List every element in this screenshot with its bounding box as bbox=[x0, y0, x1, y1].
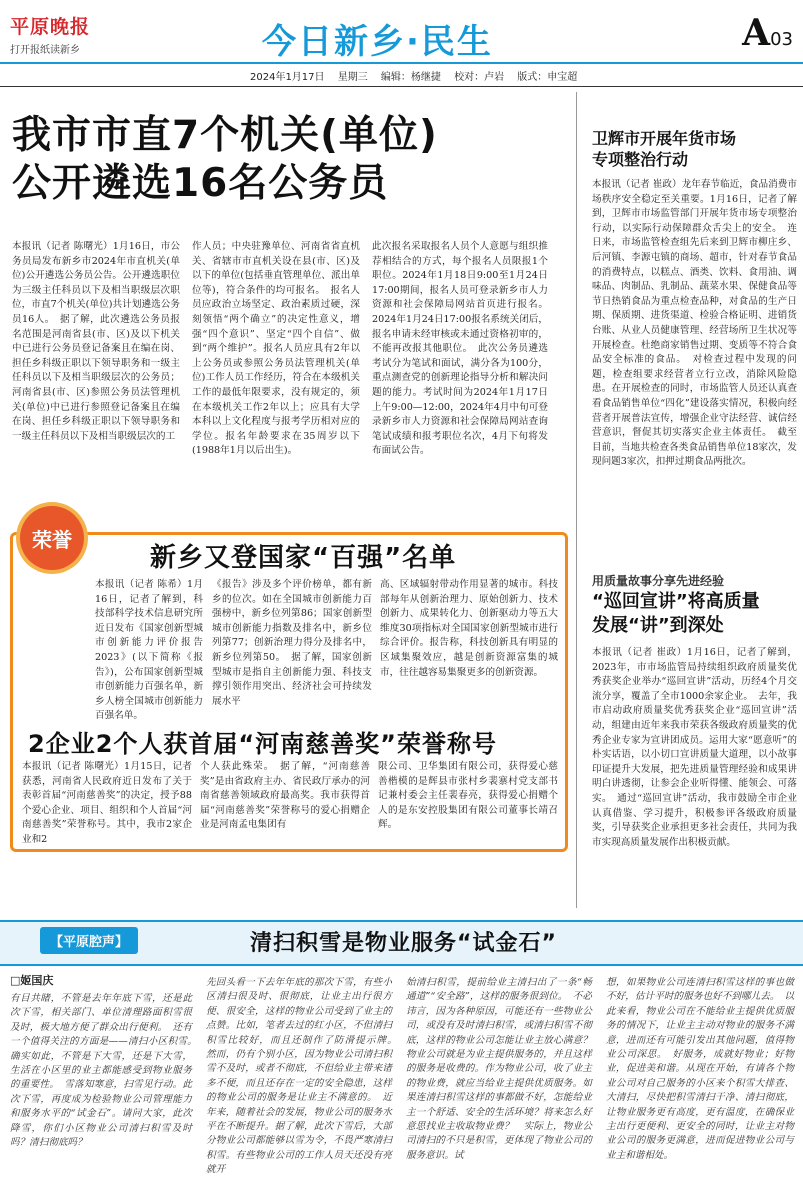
proof-credit: 校对：卢岩 bbox=[454, 72, 505, 83]
editor-credit: 编辑：杨继捷 bbox=[380, 72, 441, 83]
side2-body: 本报讯（记者 崔政）1月16日，记者了解到，2023年，市市场监管局持续组织政府质量奖优秀获奖企业举办“巡回宣讲”活动，历经4个月交流分享，覆盖了全市1000余家企业。 去年，我市启动政府质量奖优秀获奖企业“巡回宣讲”活动，组建由近年来我市荣获各级政府质量奖的优秀企业专家为宣讲团成员。运用大家“愿意听”的朴实话语，以小切口宣讲质量大道理，以小故事印证提升大发展，把先进质量管理经验和成果讲明白讲透彻，让参会企业听得懂、能领会、可落实。 通过“巡回宣讲”活动，我市鼓励全市企业认真借鉴、学习提升，积极参评各级政府质量奖，引导获奖企业承担更多社会责任，共同为我市实现高质量发展作出积极贡献。 bbox=[592, 647, 797, 848]
logo-slogan: 打开报纸读新乡 bbox=[10, 45, 80, 56]
opinion-col-4: 想，如果物业公司连清扫积雪这样的事也做不好，估计平时的服务也好不到哪儿去。 以此来看，物业公司在不能给业主提供优质服务的情况下，让业主主动对物业的服务不满意，进而还有可能引发出其他问题，值得物业公司深思。 好服务，成就好物业；好物业，促进美和谐。从现在开始，有请各个物业公司对自己服务的小区来个积雪大排查、大清扫，尽快把积雪清扫干净、清扫彻底，让物业服务更有高度，更有温度，在确保业主出行更便利、更安全的同时，让业主对物业公司的服务更满意，进而促进物业公司与业主和谐相处。 bbox=[606, 977, 794, 1161]
honor-story2-col3: 限公司、卫华集团有限公司，获得爱心慈善楷模的是辉县市张村乡裴寨村党支部书记兼村委会主任裴春亮，获得爱心捐赠个人的是东安控股集团有限公司董事长靖召辉。 bbox=[378, 761, 558, 831]
opinion-title: 清扫积雪是物业服务“试金石” bbox=[250, 931, 557, 956]
lead-headline-line1: 我市市直7个机关(单位) bbox=[12, 113, 438, 158]
opinion-col-1: 有目共睹，不管是去年年底下雪，还是此次下雪，相关部门、单位清理路面积雪很及时，极大地方便了群众出行便利。 还有一个值得关注的方面是——清扫小区积雪。 确实如此，不管是下大雪，还是下大雪，生活在小区里的业主都能感受到物业服务的重要性。 雪落知寒意，扫雪见行动。此次下雪，再度成为检验物业公司管理能力和服务水平的“试金石”。请问大家，此次降雪，你们小区物业公司清扫积雪及时吗？清扫彻底吗？ bbox=[10, 993, 202, 1149]
issue-weekday: 星期三 bbox=[337, 72, 368, 83]
side2-headline-line2: 发展“讲”到深处 bbox=[592, 615, 724, 636]
issue-date: 2024年1月17日 bbox=[250, 72, 325, 83]
opinion-column-tag: 【平原腔声】 bbox=[40, 927, 138, 954]
page-letter: A bbox=[742, 12, 771, 54]
lead-col-3: 此次报名采取报名人员个人意愿与组织推荐相结合的方式，每个报名人员限报1个职位。2024年1月18日9:00至1月24日17:00期间，报名人员可登录新乡市人力资源和社会保障局网站首页进行报名。2024年1月24日17:00报名系统关闭后，报名申请未经审核或未通过资格初审的，不能再改报其他职位。 此次公务员遴选考试分为笔试和面试，满分各为100分，重点测查党的创新理论指导分析和解决问题的能力。考试时间为2024年1月17日上午9:00—12:00，2024年4月中旬可登录新乡市人力资源和社会保障局网站查询笔试成绩和报考职位名次，4月下旬将发布面试公告。 bbox=[372, 241, 548, 457]
opinion-col-3: 始清扫积雪，提前给业主清扫出了一条“畅通道”“安全路”，这样的服务很到位。 不必讳言，因为各种原因，可能还有一些物业公司，或没有及时清扫积雪，或清扫积雪不彻底，这样的物业公司怎能让业主放心满意？ 物业公司就是为业主提供服务的，并且这样的服务是收费的。作为物业公司，收了业主的物业费，就应当给业主提供优质服务。如果连清扫积雪这样的事都做不好，怎能给业主一个舒适、安全的生活环境？将来怎么好意思找业主收取物业费？ 实际上，物业公司清扫的不只是积雪，更体现了物业公司的服务意识。试 bbox=[406, 977, 602, 1161]
side2-kicker: 用质量故事分享先进经验 bbox=[592, 574, 725, 588]
honor-story2-col2: 个人获此殊荣。 据了解，“河南慈善奖”是由省政府主办、省民政厅承办的河南省慈善领域政府最高奖。我市获得首届“河南慈善奖”荣誉称号的爱心捐赠企业是河南孟电集团有 bbox=[200, 761, 370, 831]
section-title: 今日新乡·民生 bbox=[262, 22, 493, 62]
dateline bbox=[250, 68, 587, 83]
side2-headline bbox=[592, 590, 797, 638]
honor-story1-col3: 高、区域辐射带动作用显著的城市。科技部每年从创新治理力、原始创新力、技术创新力、成果转化力、创新驱动力等五大维度30项指标对全国国家创新型城市进行综合评价。报告称，科技创新具有明显的区域集聚效应，越是创新资源富集的城市，往往越容易集聚更多的创新资源。 bbox=[380, 579, 558, 678]
side2-headline-line1: “巡回宣讲”将高质量 bbox=[592, 591, 760, 612]
page-number bbox=[742, 12, 793, 54]
side1-headline-line2: 专项整治行动 bbox=[592, 150, 689, 169]
honor-story2-col1: 本报讯（记者 陈曙光）1月15日，记者获悉，河南省人民政府近日发布了关于表彰首届“河南慈善奖”的决定，授予88个爱心企业、项目、组织和个人首届“河南慈善奖”荣誉称号。其中，我市2家企业和2 bbox=[22, 761, 192, 845]
page-digits: 03 bbox=[770, 29, 793, 50]
newspaper-logo bbox=[10, 12, 120, 56]
honor-badge: 荣誉 bbox=[20, 506, 84, 570]
dateline-rule bbox=[0, 86, 803, 87]
lead-headline bbox=[12, 112, 552, 208]
honor-story1-col1: 本报讯（记者 陈希）1月16日，记者了解到，科技部科学技术信息研究所近日发布《国家创新型城市创新能力评价报告2023》(以下简称《报告》)，公布国家创新型城市创新能力百强名单，新乡人榜全国城市创新能力百强名单。 bbox=[95, 579, 203, 722]
lead-col-2: 作人员；中央驻豫单位、河南省省直机关、省辖市市直机关设在县(市、区)及以下的单位(包括垂直管理单位、派出单位等)，符合条件的均可报名。 报名人员应政治立场坚定、政治素质过硬，深刻领悟“两个确立”的决定性意义，增强“四个意识”、坚定“四个自信”、做到“两个维护”。报名人员应具有2年以上公务员或参照公务员法管理机关(单位)工作人员工作经历，符合在本级机关工作的最低年限要求，没有规定的，须在本级机关工作2年以上；应具有大学本科以上文化程度与报考学历相对应的学位。报名年龄要求在35周岁以下(1988年1月以后出生)。 bbox=[192, 241, 360, 457]
honor-headline-1: 新乡又登国家“百强”名单 bbox=[150, 543, 457, 573]
opinion-byline: □姬国庆 bbox=[10, 974, 54, 987]
column-divider bbox=[576, 92, 577, 908]
honor-headline-2: 2企业2个人获首届“河南慈善奖”荣誉称号 bbox=[28, 730, 497, 758]
side1-body: 本报讯（记者 崔政）龙年春节临近，食品消费市场秩序安全稳定至关重要。1月16日，记者了解到，卫辉市市场监管部门开展年货市场专项整治行动，以实际行动保障群众舌尖上的安全。 连日来，市场监管检查组先后来到卫辉市柳庄乡、后河镇、李源屯镇的商场、超市，针对春节食品的消费特点，以糕点、酒类、饮料、食用油、调味品、肉制品、乳制品、蔬菜水果、保健食品等节日热销食品为重点检查品种，对食品的生产日期、保质期、进货渠道、检验合格证明、进销货台账、从业人员健康管理、经营场所卫生状况等开展检查。杜绝商家销售过期、变质等不符合食品安全标准的食品。 对检查过程中发现的问题，检查组要求经营者立行立改，消除风险隐患。在开展检查的同时，市场监管人员还认真查看食品销售单位“四化”建设落实情况，积极向经营者开展普法宣传，增强企业守法经营、诚信经营意识，督促其切实落实企业主体责任。 截至目前，当地共检查各类食品销售单位18家次，发现问题3家次，扣押过期食品两批次。 bbox=[592, 179, 797, 468]
masthead-rule bbox=[0, 62, 803, 64]
side1-headline bbox=[592, 128, 797, 170]
lead-col-1: 本报讯（记者 陈曙光）1月16日，市公务员局发布新乡市2024年市直机关(单位)公开遴选公务员公告。公开遴选职位为三级主任科员以下及相当职级层次职位，市直7个机关(单位)共计划遴选公务员16人。 据了解，此次遴选公务员报名范围是河南省县(市、区)及以下机关中已进行公务员登记备案且在编在岗、担任乡科级正职以下领导职务和一级主任科员以下及相当职级层次的公务员；河南省县(市、区)参照公务员法管理机关(单位)中已进行参照登记备案且在编在岗、担任乡科级正职以下领导职务和一级主任科员以下及相当职级层次的工 bbox=[12, 241, 180, 442]
logo-text: 平原晚报 bbox=[10, 16, 91, 38]
side1-headline-line1: 卫辉市开展年货市场 bbox=[592, 129, 737, 148]
layout-credit: 版式：申宝超 bbox=[517, 72, 578, 83]
opinion-col-2: 先回头看一下去年年底的那次下雪，有些小区清扫很及时、很彻底，让业主出行很方便、很安全，这样的物业公司受到了业主的点赞。比如，笔者去过的红小区，不但清扫积雪比较好，而且还制作了防滑提示牌。 然而，仍有个别小区，因为物业公司清扫积雪不及时，或者不彻底，不但给业主带来诸多不便，而且还存在一定的安全隐患，这样的物业公司的服务是让业主不满意的。 近年来，随着社会的发展，物业公司的服务水平在不断提升。据了解，此次下雪后，大部分物业公司都能够以雪为令，不畏严寒清扫积雪。有些物业公司的工作人员天还没有亮就开 bbox=[206, 977, 402, 1176]
lead-headline-line2: 公开遴选16名公务员 bbox=[12, 161, 389, 206]
honor-story1-col2: 《报告》涉及多个评价榜单，都有新乡的位次。如在全国城市创新能力百强榜中，新乡位列第86；国家创新型城市创新能力指数及排名中，新乡位列第77；创新治理力得分及排名中，新乡位列第50。 据了解，国家创新型城市是指自主创新能力强、科技支撑引领作用突出、经济社会可持续发展水平 bbox=[212, 579, 372, 707]
